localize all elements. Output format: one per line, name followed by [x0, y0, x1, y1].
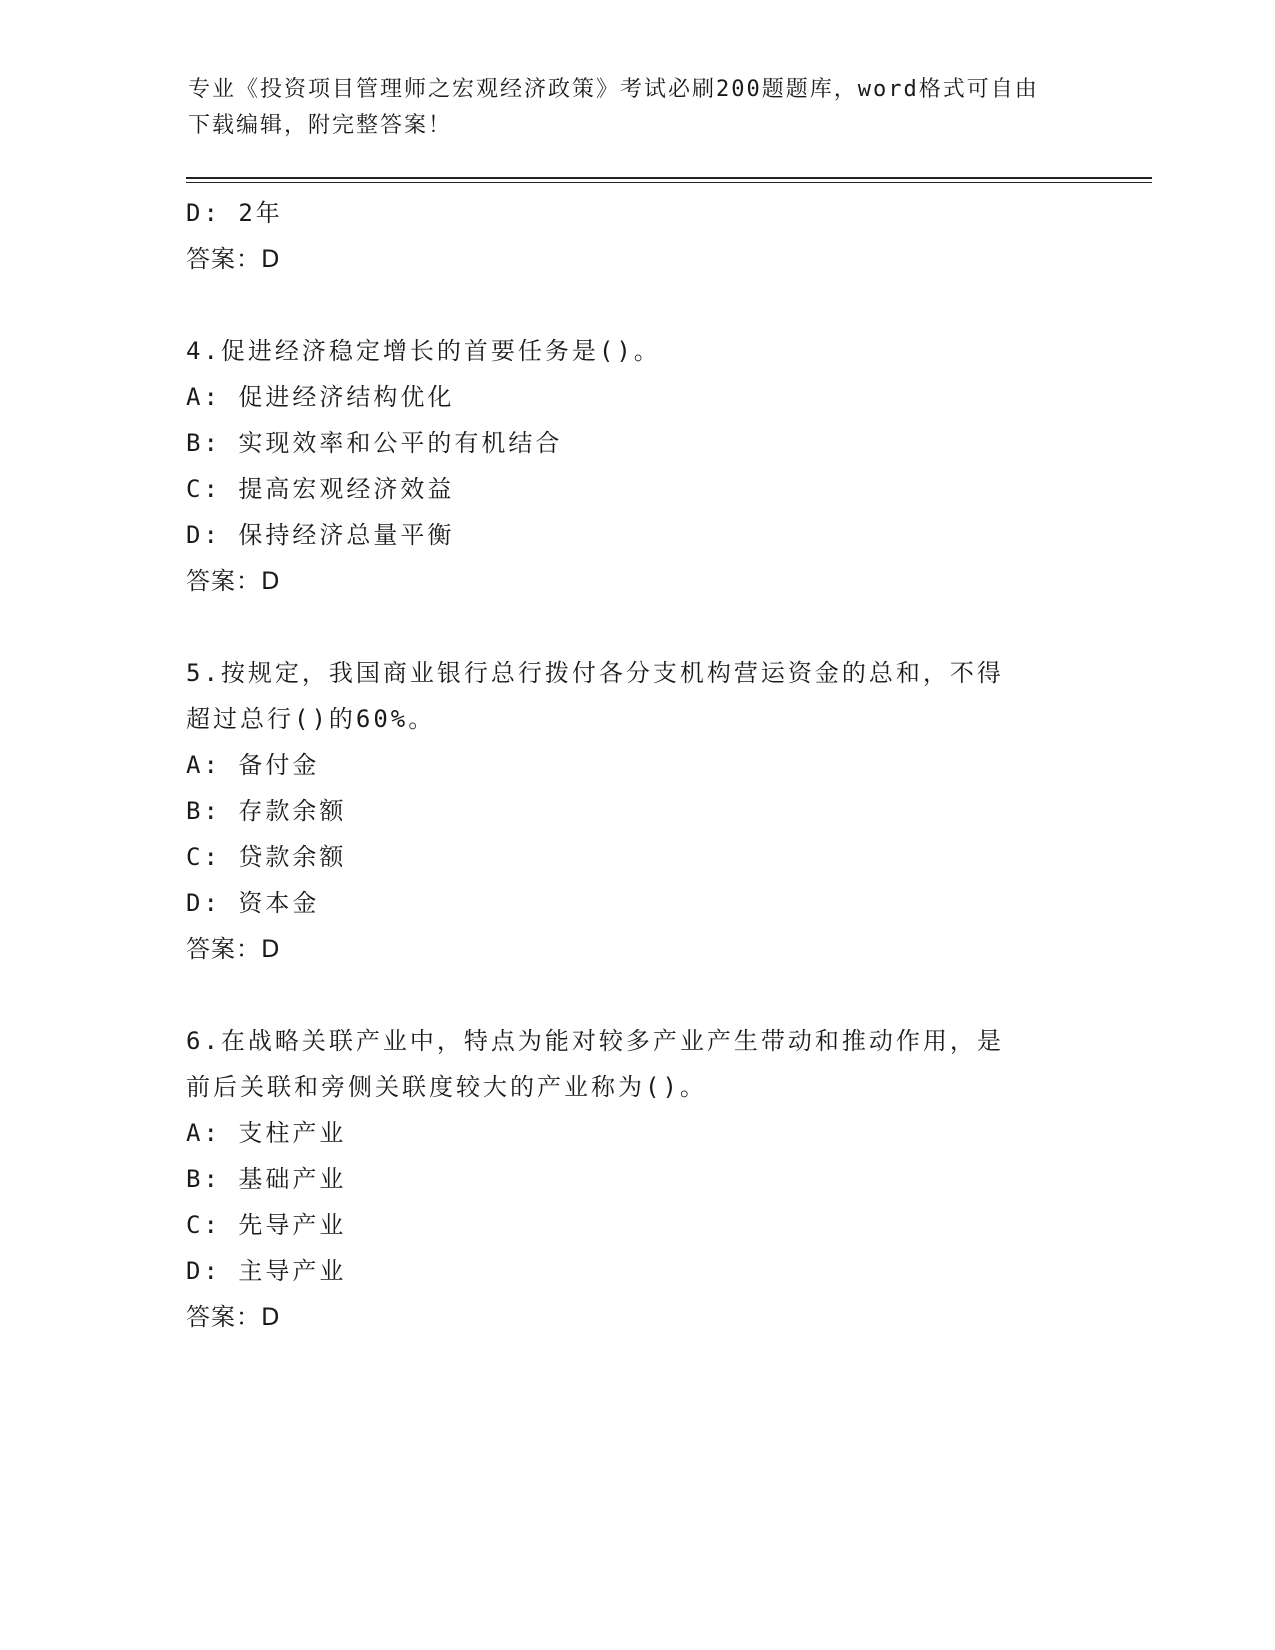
answer: 答案：D [186, 567, 281, 595]
option-a: A: 备付金 [186, 751, 320, 779]
spacer [186, 282, 1086, 328]
option-d: D: 2年 [186, 199, 283, 227]
option-d: D: 主导产业 [186, 1257, 347, 1285]
header-line-2: 下载编辑，附完整答案！ [188, 113, 453, 138]
option-b: B: 存款余额 [186, 797, 347, 825]
spacer [186, 972, 1086, 1018]
option-a: A: 支柱产业 [186, 1119, 347, 1147]
header-line-1: 专业《投资项目管理师之宏观经济政策》考试必刷200题题库，word格式可自由 [188, 77, 1039, 102]
option-d: D: 资本金 [186, 889, 320, 917]
option-b: B: 基础产业 [186, 1165, 347, 1193]
option-a: A: 促进经济结构优化 [186, 383, 455, 411]
question-4 [186, 328, 1086, 604]
spacer [186, 604, 1086, 650]
question-stem-line-1: 5.按规定，我国商业银行总行拨付各分支机构营运资金的总和，不得 [186, 659, 1004, 687]
option-b: B: 实现效率和公平的有机结合 [186, 429, 563, 457]
document-header [188, 72, 1068, 144]
answer: 答案：D [186, 245, 281, 273]
question-stem-line-2: 超过总行()的60%。 [186, 705, 436, 733]
question-5 [186, 650, 1086, 972]
question-6 [186, 1018, 1086, 1340]
option-d: D: 保持经济总量平衡 [186, 521, 455, 549]
option-c: C: 贷款余额 [186, 843, 347, 871]
question-3-tail [186, 190, 1086, 282]
document-body [186, 190, 1086, 1340]
question-stem-line-1: 6.在战略关联产业中，特点为能对较多产业产生带动和推动作用，是 [186, 1027, 1004, 1055]
question-stem: 4.促进经济稳定增长的首要任务是()。 [186, 337, 661, 365]
option-c: C: 先导产业 [186, 1211, 347, 1239]
option-c: C: 提高宏观经济效益 [186, 475, 455, 503]
answer: 答案：D [186, 935, 281, 963]
answer: 答案：D [186, 1303, 281, 1331]
header-divider-thin [186, 182, 1152, 183]
question-stem-line-2: 前后关联和旁侧关联度较大的产业称为()。 [186, 1073, 707, 1101]
header-divider-thick [186, 177, 1152, 179]
